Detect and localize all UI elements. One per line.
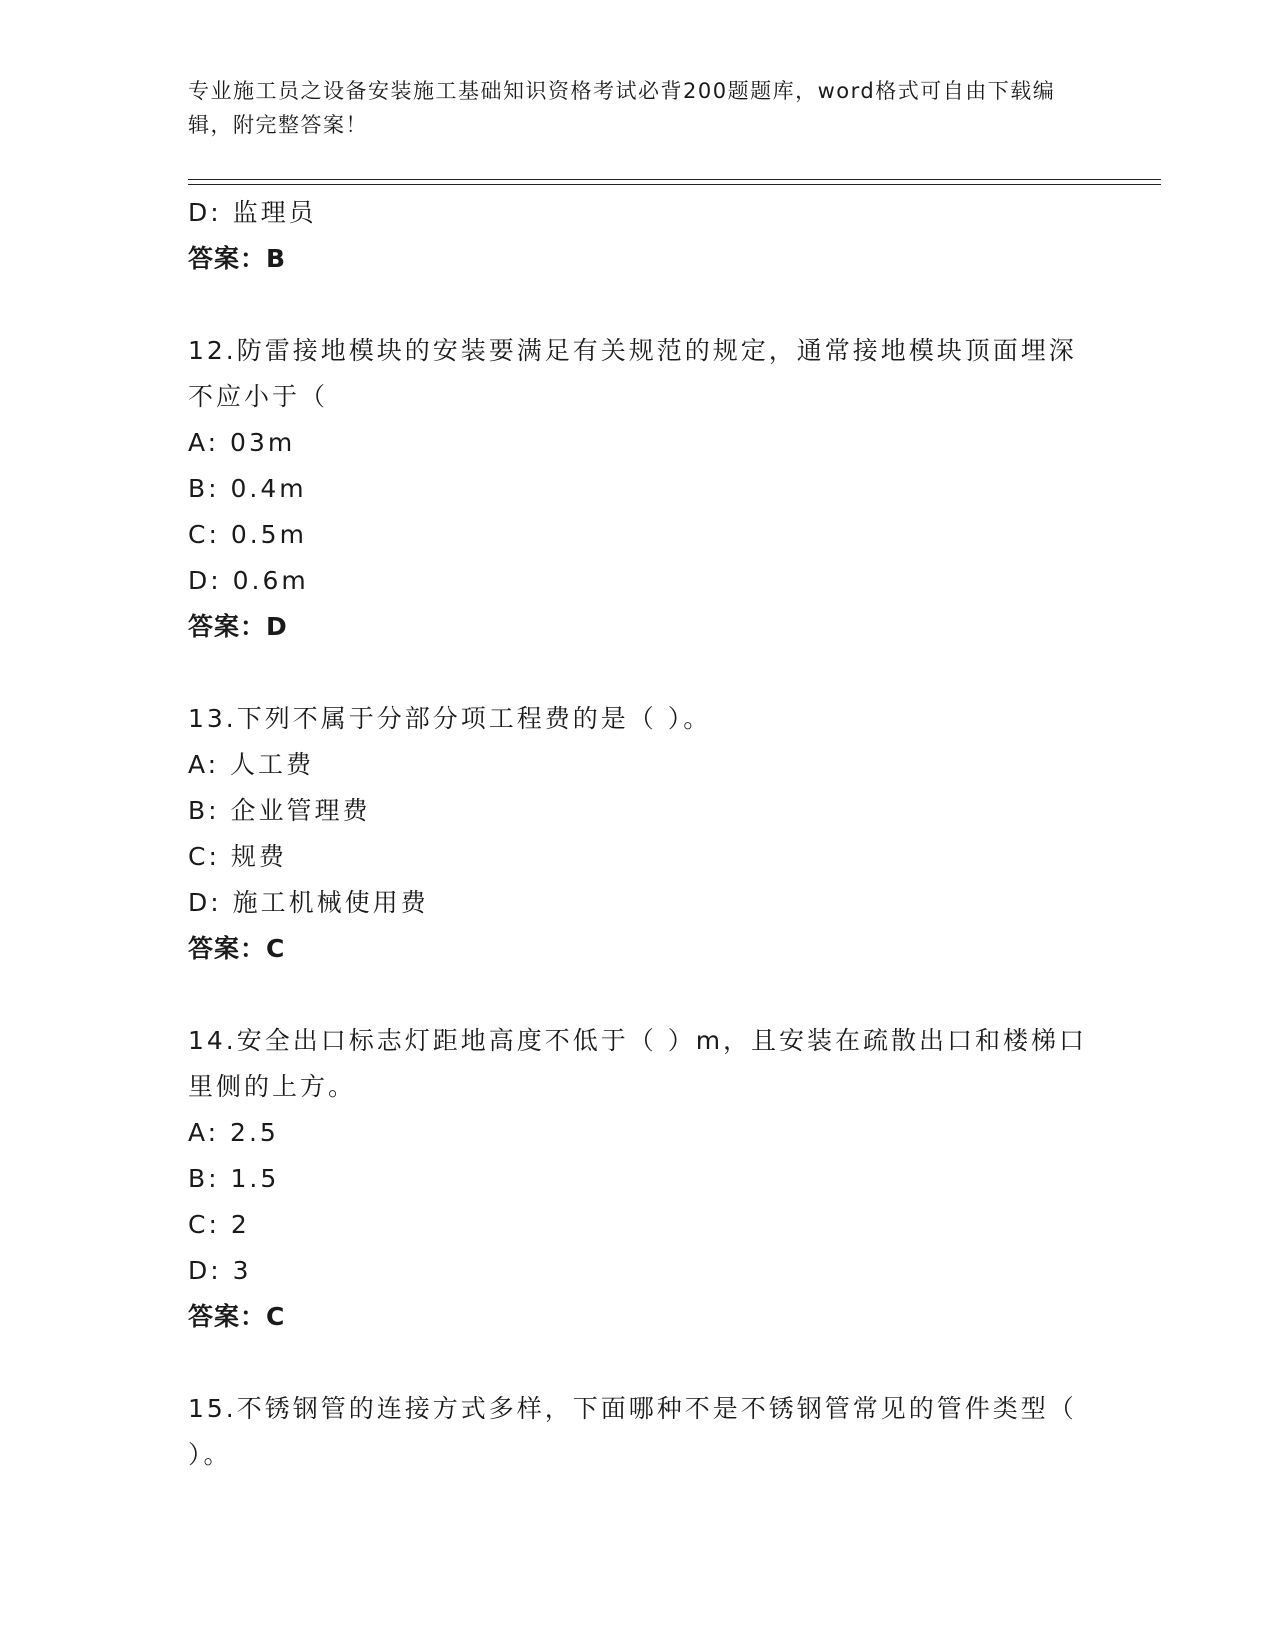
option-a: A: 人工费 [188, 750, 315, 779]
option-d: D: 监理员 [188, 198, 317, 227]
question-text: 14.安全出口标志灯距地高度不低于（ ）m，且安装在疏散出口和楼梯口里侧的上方。 [188, 1026, 1088, 1101]
question-text: 13.下列不属于分部分项工程费的是（ ）。 [188, 704, 712, 733]
answer-line: 答案：B [188, 244, 287, 273]
option-c: C: 2 [188, 1210, 250, 1239]
option-d: D: 0.6m [188, 566, 309, 595]
option-b: B: 0.4m [188, 474, 307, 503]
question-content [188, 190, 1088, 1478]
question-text: 12.防雷接地模块的安装要满足有关规范的规定，通常接地模块顶面埋深不应小于（ [188, 336, 1077, 411]
question-12 [188, 328, 1088, 650]
header-divider-bottom [188, 184, 1161, 185]
answer-line: 答案：C [188, 1302, 286, 1331]
option-b: B: 企业管理费 [188, 796, 371, 825]
question-14 [188, 1018, 1088, 1340]
option-d: D: 施工机械使用费 [188, 888, 429, 917]
answer-line: 答案：D [188, 612, 288, 641]
question-15 [188, 1386, 1088, 1478]
question-text: 15.不锈钢管的连接方式多样，下面哪种不是不锈钢管常见的管件类型（ ）。 [188, 1394, 1077, 1469]
option-a: A: 03m [188, 428, 296, 457]
option-c: C: 规费 [188, 842, 287, 871]
document-header: 专业施工员之设备安装施工基础知识资格考试必背200题题库，word格式可自由下载编辑，附完整答案！ [188, 79, 1056, 137]
option-a: A: 2.5 [188, 1118, 279, 1147]
option-d: D: 3 [188, 1256, 252, 1285]
header-divider-top [188, 179, 1161, 180]
question-13 [188, 696, 1088, 972]
option-c: C: 0.5m [188, 520, 307, 549]
answer-line: 答案：C [188, 934, 286, 963]
option-b: B: 1.5 [188, 1164, 280, 1193]
